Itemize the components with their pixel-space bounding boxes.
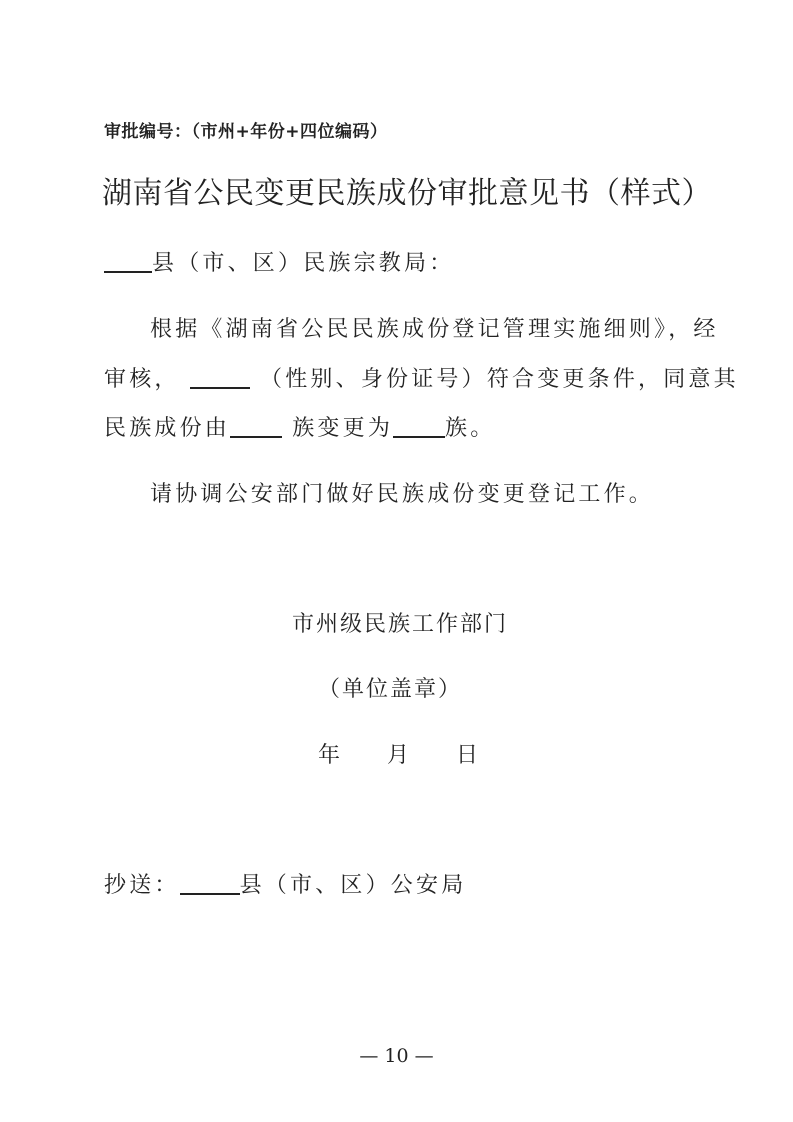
- document-title: 湖南省公民变更民族成份审批意见书（样式）: [102, 176, 712, 211]
- signature-seal: （单位盖章）: [318, 677, 463, 702]
- blank-cc-county: [180, 871, 240, 895]
- cc-text: 县（市、区）公安局: [239, 873, 467, 898]
- paragraph1-line3-middle: 族变更为: [292, 416, 394, 441]
- paragraph2: 请协调公安部门做好民族成份变更登记工作。: [150, 482, 655, 507]
- blank-county: [104, 249, 152, 273]
- paragraph1-line1: 根据《湖南省公民民族成份登记管理实施细则》，经: [150, 317, 719, 342]
- signature-date: 年 月 日: [318, 743, 484, 768]
- paragraph1-line2-end: （性别、身份证号）符合变更条件，同意其: [260, 367, 739, 392]
- paragraph1-line3: [104, 411, 495, 442]
- paragraph1-line3-end: 族。: [445, 416, 496, 441]
- paragraph1-line2: [104, 362, 739, 393]
- page-number: — 10 —: [359, 1045, 434, 1067]
- blank-original-ethnicity: [230, 414, 282, 438]
- paragraph1-line3-start: 民族成份由: [104, 416, 231, 441]
- blank-name: [190, 365, 250, 389]
- paragraph1-line2-start: 审核，: [104, 367, 180, 392]
- cc-line: [104, 868, 466, 899]
- addressee-text: 县（市、区）民族宗教局：: [152, 251, 455, 276]
- cc-label: 抄送：: [104, 873, 180, 898]
- signature-org: 市州级民族工作部门: [292, 612, 509, 637]
- addressee-line: [104, 246, 454, 277]
- blank-new-ethnicity: [393, 414, 445, 438]
- approval-number: 审批编号：（市州+年份+四位编码）: [104, 122, 388, 142]
